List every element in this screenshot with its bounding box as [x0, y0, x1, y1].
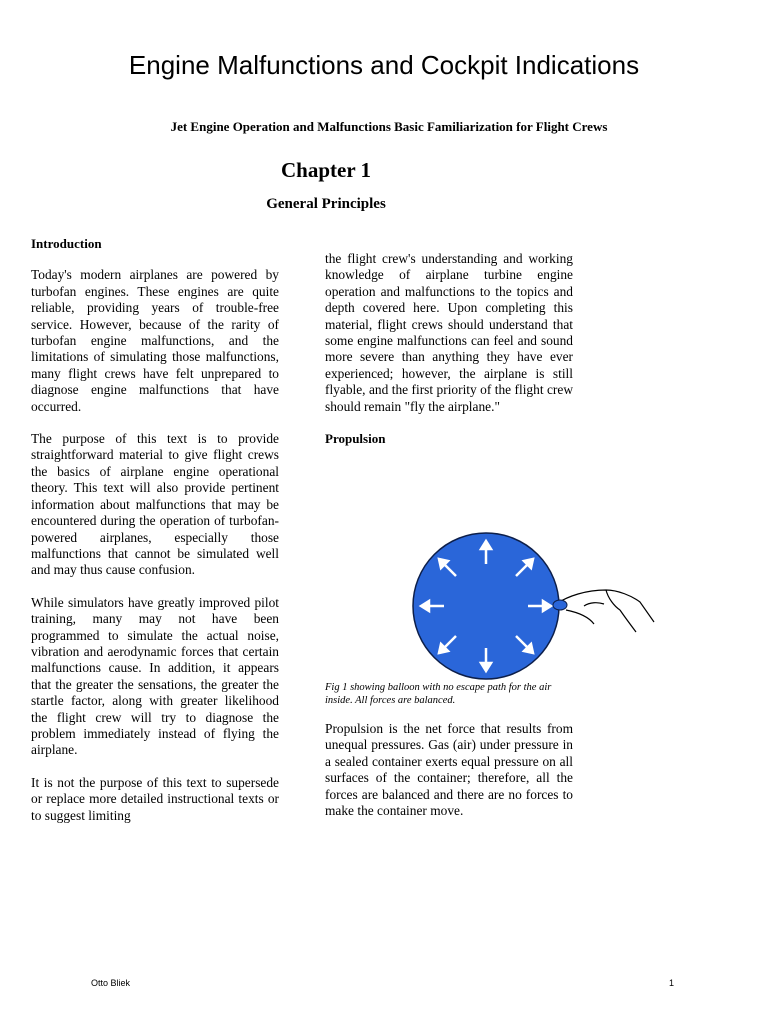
paragraph: Propulsion is the net force that results from unequal pressures. Gas (air) under pressure in a sealed container exerts equal pressure on all surfaces of the container; therefore, all the forces are balanced and there are no forces to make the container move. [325, 721, 573, 819]
paragraph: Today's modern airplanes are powered by turbofan engines. These engines are quite reliable, providing years of trouble-free service. However, because of the rarity of turbofan engine malfunctions, and the limitations of simulating those malfunctions, many flight crews have felt unprepared to diagnose engine malfunctions that have occurred. [31, 267, 279, 414]
section-heading: General Principles [266, 196, 386, 212]
footer-author: Otto Bliek [91, 978, 131, 988]
balloon-figure [408, 532, 660, 680]
balloon-neck [553, 600, 567, 610]
paragraph: It is not the purpose of this text to supersede or replace more detailed instructional texts or to suggest limiting [31, 774, 279, 823]
paragraph: The purpose of this text is to provide straightforward material to give flight crews the basics of airplane engine operational theory. This text will also provide pertinent information about malfunctions that may be encountered during the operation of turbofan-powered airplanes, especially those malfunctions that cannot be simulated well and may thus cause confusion. [31, 431, 279, 578]
propulsion-heading: Propulsion [325, 431, 386, 447]
chapter-heading: Chapter 1 [280, 158, 372, 182]
left-column [31, 236, 279, 840]
hand-icon [556, 590, 654, 632]
document-title: Engine Malfunctions and Cockpit Indications [128, 50, 640, 80]
paragraph: While simulators have greatly improved pilot training, many may not have been programmed to simulate the actual noise, vibration and aerodynamic forces that certain malfunctions cause. In addition, it appears that the greater the sensations, the greater the startle factor, along with greater likelihood the flight crew will try to diagnose the problem immediately instead of flying the airplane. [31, 594, 279, 758]
paragraph: the flight crew's understanding and working knowledge of airplane turbine engine operation and malfunctions to the topics and depth covered here. Upon completing this material, flight crews should understand that some engine malfunctions can feel and sound more severe than anything they have ever experienced; however, the airplane is still flyable, and the first priority of the flight crew should remain "fly the airplane." [325, 251, 573, 414]
introduction-heading: Introduction [31, 236, 102, 251]
right-column-top [325, 251, 573, 462]
document-subtitle: Jet Engine Operation and Malfunctions Basic Familiarization for Flight Crews [170, 119, 608, 134]
page-number: 1 [669, 978, 675, 988]
figure-caption: Fig 1 showing balloon with no escape path for the air inside. All forces are balanced. [325, 682, 552, 706]
right-column-bottom [325, 721, 573, 835]
